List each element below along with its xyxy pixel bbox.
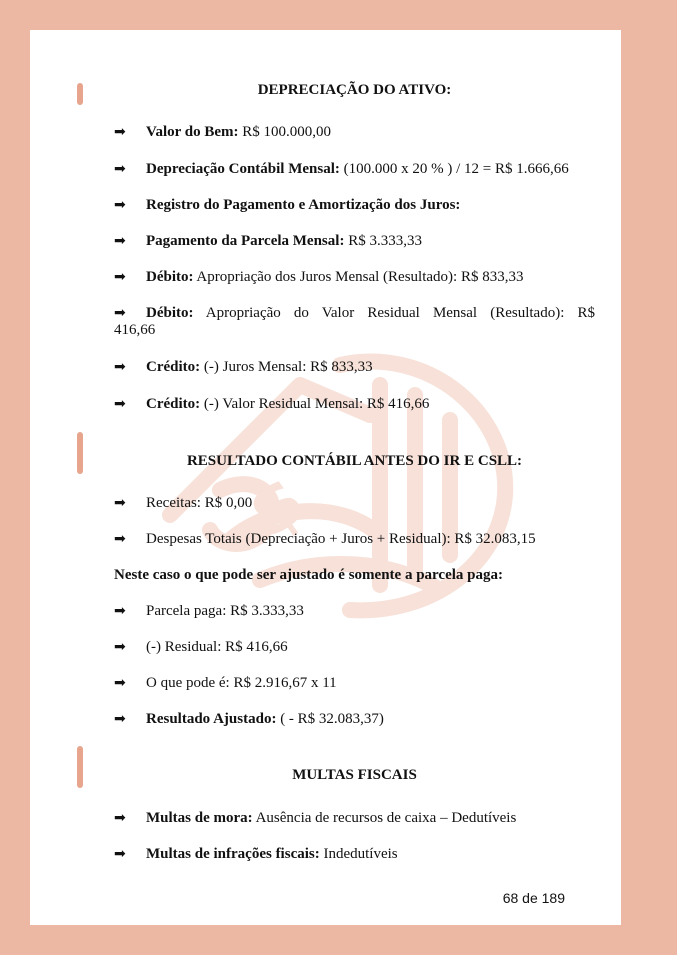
list-item: [114, 305, 595, 339]
arrow-icon: ➡: [114, 161, 126, 177]
list-item: [114, 233, 595, 250]
binder-mark: [77, 432, 83, 474]
item-label: Resultado Ajustado:: [146, 711, 277, 727]
item-label: Débito:: [146, 269, 194, 285]
item-value-continued: 416,66: [114, 322, 156, 338]
binder-mark: [77, 746, 83, 788]
item-value: Despesas Totais (Depreciação + Juros + Residual): R$ 32.083,15: [146, 531, 536, 547]
list-item: [114, 531, 595, 548]
item-label: Valor do Bem:: [146, 124, 239, 140]
item-value: ( - R$ 32.083,37): [276, 711, 384, 727]
list-item: [114, 846, 595, 863]
list-item: [114, 711, 595, 728]
arrow-icon: ➡: [114, 675, 126, 691]
section-title-depreciacao: DEPRECIAÇÃO DO ATIVO:: [257, 82, 452, 98]
item-label: Registro do Pagamento e Amortização dos Juros:: [146, 197, 461, 213]
list-item: [114, 197, 595, 214]
list-item: [114, 269, 595, 286]
arrow-icon: ➡: [114, 639, 126, 655]
item-value: Indedutíveis: [319, 846, 398, 862]
list-item: [114, 396, 595, 413]
arrow-icon: ➡: [114, 197, 126, 213]
item-label: Multas de mora:: [146, 810, 253, 826]
item-value: R$ 100.000,00: [238, 124, 332, 140]
arrow-icon: ➡: [114, 495, 126, 511]
item-value: (-) Juros Mensal: R$ 833,33: [200, 359, 373, 375]
arrow-icon: ➡: [114, 531, 126, 547]
arrow-icon: ➡: [114, 124, 126, 140]
section-title-multas: MULTAS FISCAIS: [292, 767, 417, 783]
arrow-icon: ➡: [114, 396, 126, 412]
item-value: (100.000 x 20 % ) / 12 = R$ 1.666,66: [339, 161, 569, 177]
item-label: Crédito:: [146, 359, 201, 375]
item-label: Pagamento da Parcela Mensal:: [146, 233, 345, 249]
item-value: Apropriação do Valor Residual Mensal (Resultado): R$: [193, 305, 595, 321]
list-item: [114, 124, 595, 141]
list-item: [114, 359, 595, 376]
item-label: Crédito:: [146, 396, 201, 412]
item-value: Parcela paga: R$ 3.333,33: [146, 603, 304, 619]
arrow-icon: ➡: [114, 846, 126, 862]
page-number: 68 de 189: [502, 890, 565, 906]
item-value: R$ 3.333,33: [344, 233, 422, 249]
item-label: Depreciação Contábil Mensal:: [146, 161, 340, 177]
arrow-icon: ➡: [114, 305, 126, 321]
section-title-resultado: RESULTADO CONTÁBIL ANTES DO IR E CSLL:: [186, 453, 523, 469]
item-label: Débito:: [146, 305, 194, 321]
document-page: [30, 30, 621, 925]
item-value: (-) Valor Residual Mensal: R$ 416,66: [200, 396, 430, 412]
item-value: (-) Residual: R$ 416,66: [146, 639, 288, 655]
list-item: [114, 675, 595, 692]
binder-mark: [77, 83, 83, 105]
arrow-icon: ➡: [114, 603, 126, 619]
list-item: [114, 810, 595, 827]
arrow-icon: ➡: [114, 269, 126, 285]
item-value: Receitas: R$ 0,00: [146, 495, 253, 511]
list-item: [114, 639, 595, 656]
item-value: Apropriação dos Juros Mensal (Resultado): R$ 833,33: [193, 269, 524, 285]
item-value: O que pode é: R$ 2.916,67 x 11: [146, 675, 337, 691]
svg-text:$: $: [232, 458, 320, 554]
arrow-icon: ➡: [114, 711, 126, 727]
arrow-icon: ➡: [114, 359, 126, 375]
list-item: [114, 495, 595, 512]
list-item: [114, 161, 595, 178]
arrow-icon: ➡: [114, 810, 126, 826]
item-label: Multas de infrações fiscais:: [146, 846, 320, 862]
arrow-icon: ➡: [114, 233, 126, 249]
item-value: Ausência de recursos de caixa – Dedutíveis: [252, 810, 517, 826]
note-text: Neste caso o que pode ser ajustado é somente a parcela paga:: [114, 567, 503, 583]
list-item: [114, 603, 595, 620]
